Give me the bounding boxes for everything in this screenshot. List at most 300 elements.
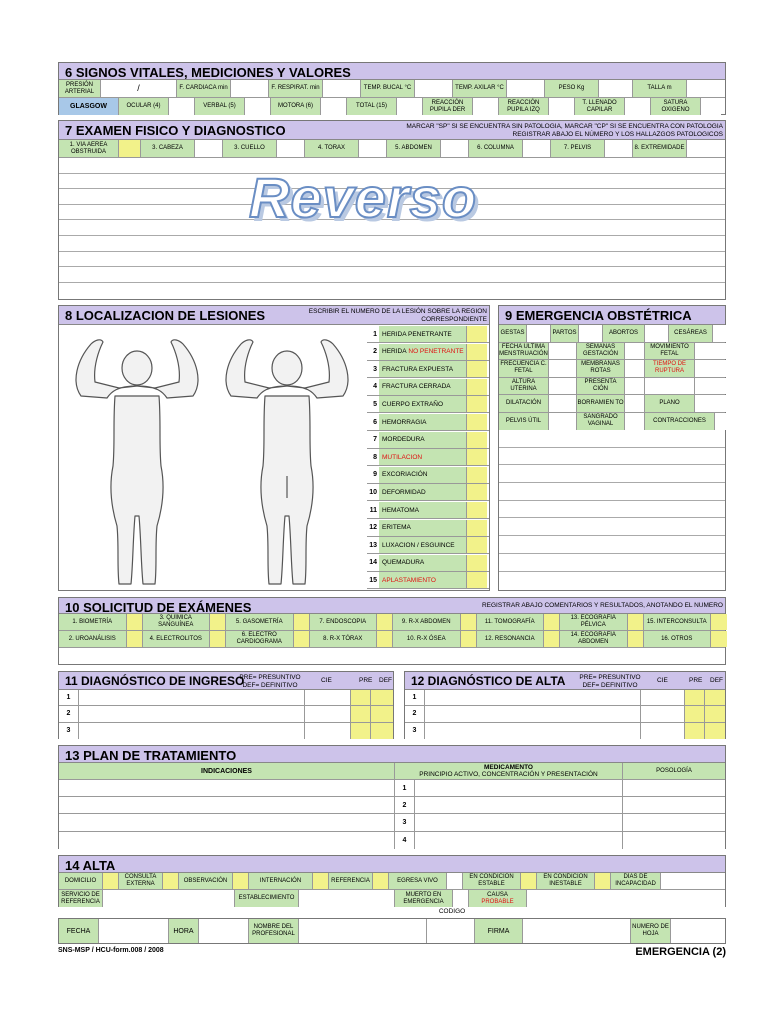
exam-request-label: 10. R-X ÓSEA	[393, 631, 461, 647]
diagnosis-row	[405, 723, 725, 739]
diagnosis-def-checkbox[interactable]	[705, 723, 725, 739]
alta-internacion-box[interactable]	[313, 873, 329, 889]
lesion-checkbox[interactable]	[467, 414, 487, 430]
medicamento-header	[395, 763, 623, 779]
lesion-label: MORDEDURA	[379, 432, 467, 448]
hora-label: HORA	[169, 919, 199, 943]
diagnosis-pre-checkbox[interactable]	[685, 706, 705, 721]
lesion-label: FRACTURA EXPUESTA	[379, 361, 467, 377]
alta-causa-label: CAUSA	[487, 891, 508, 898]
obstetric-row	[499, 325, 725, 343]
nombre-profesional-label: NOMBRE DEL PROFESIONAL	[249, 919, 299, 943]
exam-torax: 4. TORAX	[305, 140, 359, 157]
alta-muerto-emergencia: MUERTO EN EMERGENCIA	[395, 890, 453, 907]
obstetric-label	[645, 378, 695, 395]
diagnosis-text-field[interactable]	[425, 723, 641, 739]
diagnosis-def-checkbox[interactable]	[371, 723, 393, 739]
exam-results-line[interactable]	[59, 648, 725, 664]
lesion-label	[379, 344, 467, 360]
exam-request-checkbox[interactable]	[711, 614, 727, 630]
medicamento-field[interactable]	[415, 797, 623, 813]
section-diagnostico-alta	[404, 671, 726, 739]
lesion-label: EXCORIACIÓN	[379, 467, 467, 483]
lesion-number: 5	[367, 396, 379, 412]
alta-egresa-vivo-box[interactable]	[447, 873, 463, 889]
diagnosis-def-checkbox[interactable]	[705, 706, 725, 721]
lesion-checkbox[interactable]	[467, 520, 487, 536]
exam-request-label: 16. OTROS	[644, 631, 712, 647]
alta-dias-incapacidad-field[interactable]	[661, 873, 693, 889]
lesion-checkbox[interactable]	[467, 484, 487, 500]
alta-establecimiento-field[interactable]	[299, 890, 395, 907]
diagnosis-row	[59, 723, 393, 739]
obstetric-table	[499, 325, 725, 430]
obstetric-field[interactable]	[625, 360, 645, 377]
presion-separator[interactable]: /	[101, 80, 177, 97]
exam-request-checkbox[interactable]	[294, 631, 310, 647]
obstetric-label: PELVIS ÚTIL	[499, 413, 549, 431]
medicamento-field[interactable]	[415, 780, 623, 796]
exam-request-label: 4. ELECTROLITOS	[143, 631, 211, 647]
lesion-item	[367, 344, 489, 361]
posologia-field[interactable]	[623, 814, 725, 830]
alta-servicio-referencia-field[interactable]	[103, 890, 235, 907]
exam-request-checkbox[interactable]	[628, 614, 644, 630]
section-note: REGISTRAR ABAJO COMENTARIOS Y RESULTADOS, ANOTANDO EL NUMERO	[481, 602, 723, 609]
lesion-label: HEMATOMA	[379, 502, 467, 518]
alta-egresa-vivo: EGRESA VIVO	[389, 873, 447, 889]
label-motora: MOTORA (6)	[271, 98, 321, 115]
obstetric-label: CONTRACCIONES	[645, 413, 715, 431]
diagnosis-number: 1	[405, 690, 425, 705]
exam-via-aerea: 1. VIA AEREA OBSTRUIDA	[59, 140, 119, 157]
diagnosis-pre-checkbox[interactable]	[685, 690, 705, 705]
lesion-number: 10	[367, 484, 379, 500]
treatment-number: 3	[395, 814, 415, 830]
medicamento-label: MEDICAMENTO	[484, 764, 533, 771]
obstetric-field[interactable]	[695, 378, 727, 395]
f-respirat-field[interactable]	[323, 80, 361, 97]
label-presion: PRESIÓN ARTERIAL	[59, 80, 101, 97]
section-title: 10 SOLICITUD DE EXÁMENES	[65, 600, 252, 615]
exam-via-aerea-box[interactable]	[119, 140, 141, 157]
alta-inestable: EN CONDICIÓN INESTABLE	[537, 873, 595, 889]
alta-consulta-externa-box[interactable]	[163, 873, 179, 889]
numero-hoja-field[interactable]	[671, 919, 725, 943]
section-signos-vitales	[58, 62, 726, 115]
section-title: 13 PLAN DE TRATAMIENTO	[65, 748, 237, 763]
diagnosis-pre-checkbox[interactable]	[351, 706, 371, 721]
nombre-profesional-field[interactable]	[299, 919, 427, 943]
exam-abdomen-box[interactable]	[441, 140, 469, 157]
exam-cabeza: 3. CABEZA	[141, 140, 195, 157]
diagnosis-row	[405, 690, 725, 706]
exam-request-label: 9. R-X ABDOMEN	[393, 614, 461, 630]
obstetric-label: FRECUENCIA C. FETAL	[499, 360, 549, 377]
lesion-label: ERITEMA	[379, 520, 467, 536]
def-header: DEF	[379, 677, 392, 684]
obstetric-field[interactable]	[549, 395, 577, 412]
obstetric-field[interactable]	[549, 360, 577, 377]
label-f-respirat: F. RESPIRAT. min	[269, 80, 323, 97]
section-title: 14 ALTA	[65, 858, 116, 873]
diagnosis-legend: PRE= PRESUNTIVO DEF= DEFINITIVO	[239, 674, 301, 689]
lesion-label-a: HERIDA	[382, 348, 409, 356]
exam-request-checkbox[interactable]	[461, 614, 477, 630]
fecha-field[interactable]	[99, 919, 169, 943]
section-title: 11 DIAGNÓSTICO DE INGRESO	[65, 674, 245, 688]
exam-request-checkbox[interactable]	[628, 631, 644, 647]
lesion-item	[367, 520, 489, 537]
codigo-label: CODIGO	[438, 908, 466, 915]
label-glasgow: GLASGOW	[59, 98, 119, 115]
lesion-item	[367, 361, 489, 378]
lesion-label: MUTILACION	[379, 449, 467, 465]
obstetric-field[interactable]	[695, 360, 727, 377]
obstetric-label: ABORTOS	[603, 325, 645, 342]
diagnosis-pre-checkbox[interactable]	[351, 723, 371, 739]
obstetric-field[interactable]	[713, 325, 727, 342]
obstetric-field[interactable]	[625, 395, 645, 412]
exam-request-checkbox[interactable]	[127, 631, 143, 647]
hora-field[interactable]	[199, 919, 249, 943]
llenado-capilar-field[interactable]	[625, 98, 651, 115]
obstetric-label: CESÁREAS	[669, 325, 713, 342]
verbal-field[interactable]	[245, 98, 271, 115]
lesion-number: 9	[367, 467, 379, 483]
alta-observacion: OBSERVACIÓN	[179, 873, 233, 889]
lesion-checkbox[interactable]	[467, 396, 487, 412]
section-title: 9 EMERGENCIA OBSTÉTRICA	[505, 308, 692, 323]
exam-request-checkbox[interactable]	[377, 631, 393, 647]
diagnosis-row	[59, 690, 393, 706]
lesion-number: 8	[367, 449, 379, 465]
numero-hoja-label: NUMERO DE HOJA	[631, 919, 671, 943]
exam-cuello: 3. CUELLO	[223, 140, 277, 157]
treatment-number: 1	[395, 780, 415, 796]
treatment-number: 2	[395, 797, 415, 813]
lesion-number: 6	[367, 414, 379, 430]
lesion-number: 4	[367, 379, 379, 395]
section-solicitud-examenes	[58, 597, 726, 665]
obstetric-label: FECHA ÚLTIMA MENSTRUACIÓN	[499, 343, 549, 360]
exam-pelvis-box[interactable]	[605, 140, 633, 157]
obstetric-field[interactable]	[625, 378, 645, 395]
exam-request-checkbox[interactable]	[544, 631, 560, 647]
f-cardiaca-field[interactable]	[231, 80, 269, 97]
diagnosis-pre-checkbox[interactable]	[685, 723, 705, 739]
obstetric-row	[499, 413, 725, 431]
section-plan-tratamiento	[58, 745, 726, 849]
diagnosis-legend: PRE= PRESUNTIVO DEF= DEFINITIVO	[579, 674, 641, 689]
label-f-cardiaca: F. CARDIACA min	[177, 80, 231, 97]
talla-field[interactable]	[687, 80, 717, 97]
obstetric-field[interactable]	[625, 343, 645, 360]
label-temp-bucal: TEMP. BUCAL °C	[361, 80, 415, 97]
fecha-label: FECHA	[59, 919, 99, 943]
motora-field[interactable]	[321, 98, 347, 115]
pre-header: PRE	[689, 677, 703, 684]
peso-field[interactable]	[599, 80, 633, 97]
lesion-checkbox[interactable]	[467, 379, 487, 395]
treatment-row	[59, 814, 725, 831]
cie-header: CIE	[657, 677, 668, 684]
exam-request-label: 14. ECOGRAFÍA ABDOMEN	[560, 631, 628, 647]
lesion-number: 3	[367, 361, 379, 377]
treatment-number: 4	[395, 832, 415, 849]
obstetric-field[interactable]	[579, 325, 603, 342]
lesion-checkbox[interactable]	[467, 502, 487, 518]
label-peso: PESO Kg	[545, 80, 599, 97]
diagnosis-number: 1	[59, 690, 79, 705]
diagnosis-cie-field[interactable]	[305, 723, 351, 739]
obstetric-label: TIEMPO DE RUPTURA	[645, 360, 695, 377]
lesion-number: 7	[367, 432, 379, 448]
alta-referencia-box[interactable]	[373, 873, 389, 889]
exam-columna-box[interactable]	[523, 140, 551, 157]
lesion-number: 15	[367, 572, 379, 588]
obstetric-field[interactable]	[625, 413, 645, 431]
alta-dias-incapacidad: DÍAS DE INCAPACIDAD	[611, 873, 661, 889]
section-diagnostico-ingreso	[58, 671, 394, 739]
exam-request-checkbox[interactable]	[377, 614, 393, 630]
lesion-label: HEMORRAGIA	[379, 414, 467, 430]
exam-extremidad: 8. EXTREMIDADE	[633, 140, 687, 157]
lesion-checkbox[interactable]	[467, 555, 487, 571]
body-back-icon	[226, 340, 348, 584]
indicaciones-field[interactable]	[59, 780, 395, 796]
firma-field[interactable]	[523, 919, 631, 943]
lesion-label: CUERPO EXTRAÑO	[379, 396, 467, 412]
lesion-item	[367, 414, 489, 431]
alta-establecimiento: ESTABLECIMIENTO	[235, 890, 299, 907]
obstetric-row	[499, 395, 725, 413]
exam-request-checkbox[interactable]	[210, 614, 226, 630]
exam-pelvis: 7. PELVIS	[551, 140, 605, 157]
exam-request-checkbox[interactable]	[127, 614, 143, 630]
obstetric-label: PRESENTA CIÓN	[577, 378, 625, 395]
diagnosis-text-field[interactable]	[79, 706, 305, 721]
lesion-number: 13	[367, 537, 379, 553]
lesion-number: 14	[367, 555, 379, 571]
pre-header: PRE	[359, 677, 373, 684]
lesion-item	[367, 326, 489, 343]
obstetric-field[interactable]	[549, 343, 577, 360]
diagnosis-text-field[interactable]	[79, 723, 305, 739]
lesion-checkbox[interactable]	[467, 467, 487, 483]
temp-axilar-field[interactable]	[507, 80, 545, 97]
section-emergencia-obstetrica	[498, 305, 726, 591]
lesion-item	[367, 396, 489, 413]
treatment-row	[59, 832, 725, 849]
codigo-field[interactable]	[427, 919, 475, 943]
lesion-item	[367, 502, 489, 519]
alta-estable-box[interactable]	[521, 873, 537, 889]
alta-inestable-box[interactable]	[595, 873, 611, 889]
obstetric-label: MEMBRANAS ROTAS	[577, 360, 625, 377]
diagnosis-def-checkbox[interactable]	[705, 690, 725, 705]
saturacion-field[interactable]	[701, 98, 721, 115]
body-diagram[interactable]	[61, 326, 361, 591]
posologia-field[interactable]	[623, 780, 725, 796]
medicamento-field[interactable]	[415, 814, 623, 830]
exam-request-checkbox[interactable]	[294, 614, 310, 630]
def-header: DEF	[710, 677, 723, 684]
label-total: TOTAL (15)	[347, 98, 397, 115]
obstetric-label: MOVIMIENTO FETAL	[645, 343, 695, 360]
alta-internacion: INTERNACIÓN	[249, 873, 313, 889]
lesion-item	[367, 432, 489, 449]
lesion-label: HERIDA PENETRANTE	[379, 326, 467, 342]
indicaciones-field[interactable]	[59, 814, 395, 830]
ocular-field[interactable]	[169, 98, 195, 115]
alta-domicilio-box[interactable]	[103, 873, 119, 889]
obstetric-notes-lines[interactable]	[499, 430, 725, 590]
lesion-checkbox[interactable]	[467, 326, 487, 342]
posologia-header: POSOLOGÍA	[623, 763, 725, 779]
diagnosis-text-field[interactable]	[425, 690, 641, 705]
lesion-item	[367, 379, 489, 396]
section-note: MARCAR "SP" SI SE ENCUENTRA SIN PATOLOGIA, MARCAR "CP" SI SE ENCUENTRA CON PATOLOGIA REGISTRAR ABAJO EL NÚMERO Y LOS HALLAZGOS PATOLOGICOS	[406, 123, 723, 138]
exam-columna: 6. COLUMNA	[469, 140, 523, 157]
lesion-checkbox[interactable]	[467, 361, 487, 377]
exam-request-label: 15. INTERCONSULTA	[644, 614, 712, 630]
obstetric-label: GESTAS	[499, 325, 527, 342]
lesion-number: 1	[367, 326, 379, 342]
posologia-field[interactable]	[623, 832, 725, 849]
label-temp-axilar: TEMP. AXILAR °C	[453, 80, 507, 97]
section-examen-fisico	[58, 120, 726, 300]
diagnosis-number: 3	[405, 723, 425, 739]
exam-extremidad-box[interactable]	[687, 140, 707, 157]
label-verbal: VERBAL (5)	[195, 98, 245, 115]
obstetric-label: PARTOS	[551, 325, 579, 342]
label-pupila-izq: REACCIÓN PUPILA IZQ	[499, 98, 549, 115]
indicaciones-field[interactable]	[59, 797, 395, 813]
exam-request-label: 5. GASOMETRÍA	[226, 614, 294, 630]
exam-request-label: 11. TOMOGRAFÍA	[477, 614, 545, 630]
exam-request-label: 2. UROANÁLISIS	[59, 631, 127, 647]
alta-servicio-referencia: SERVICIO DE REFERENCIA	[59, 890, 103, 907]
exam-request-checkbox[interactable]	[544, 614, 560, 630]
alta-causa-field[interactable]	[527, 890, 725, 907]
lesion-checkbox[interactable]	[467, 432, 487, 448]
diagnosis-text-field[interactable]	[79, 690, 305, 705]
pupila-izq-field[interactable]	[549, 98, 575, 115]
exam-request-checkbox[interactable]	[461, 631, 477, 647]
diagnosis-number: 3	[59, 723, 79, 739]
diagnosis-row	[59, 706, 393, 722]
lesion-label: QUEMADURA	[379, 555, 467, 571]
lesion-checkbox[interactable]	[467, 537, 487, 553]
alta-observacion-box[interactable]	[233, 873, 249, 889]
exam-request-checkbox[interactable]	[210, 631, 226, 647]
diagnosis-cie-field[interactable]	[641, 706, 685, 721]
exam-cabeza-box[interactable]	[195, 140, 223, 157]
lesion-label: DEFORMIDAD	[379, 484, 467, 500]
obstetric-field[interactable]	[549, 413, 577, 431]
temp-bucal-field[interactable]	[415, 80, 453, 97]
label-pupila-der: REACCIÓN PUPILA DER	[423, 98, 473, 115]
diagnosis-pre-checkbox[interactable]	[351, 690, 371, 705]
obstetric-label: BORRAMIEN TO	[577, 395, 625, 412]
lesion-label: APLASTAMIENTO	[379, 572, 467, 588]
exam-request-label: 7. ENDOSCOPIA	[310, 614, 378, 630]
section-title: 8 LOCALIZACION DE LESIONES	[65, 308, 266, 323]
obstetric-field[interactable]	[645, 325, 669, 342]
lesion-number: 2	[367, 344, 379, 360]
lesion-item	[367, 537, 489, 554]
alta-referencia: REFERENCIA	[329, 873, 373, 889]
lesion-number: 12	[367, 520, 379, 536]
diagnosis-number: 2	[405, 706, 425, 721]
diagnosis-text-field[interactable]	[425, 706, 641, 721]
exam-cuello-box[interactable]	[277, 140, 305, 157]
label-llenado-capilar: T. LLENADO CAPILAR	[575, 98, 625, 115]
label-ocular: OCULAR (4)	[119, 98, 169, 115]
form-name: EMERGENCIA (2)	[635, 946, 726, 958]
exam-request-checkbox[interactable]	[711, 631, 727, 647]
pupila-der-field[interactable]	[473, 98, 499, 115]
indicaciones-field[interactable]	[59, 832, 395, 849]
total-field[interactable]	[397, 98, 423, 115]
diagnosis-cie-field[interactable]	[305, 690, 351, 705]
obstetric-field[interactable]	[715, 413, 727, 431]
obstetric-field[interactable]	[527, 325, 551, 342]
exam-request-label: 1. BIOMETRÍA	[59, 614, 127, 630]
exam-request-label: 8. R-X TÓRAX	[310, 631, 378, 647]
diagnosis-cie-field[interactable]	[641, 723, 685, 739]
alta-muerto-emergencia-box[interactable]	[453, 890, 469, 907]
obstetric-field[interactable]	[549, 378, 577, 395]
diagnosis-def-checkbox[interactable]	[371, 690, 393, 705]
section-title: 12 DIAGNÓSTICO DE ALTA	[411, 674, 566, 688]
exam-abdomen: 5. ABDOMEN	[387, 140, 441, 157]
diagnosis-cie-field[interactable]	[305, 706, 351, 721]
obstetric-field[interactable]	[695, 343, 727, 360]
lesion-label-b: NO PENETRANTE	[408, 348, 464, 356]
lesion-checkbox[interactable]	[467, 344, 487, 360]
obstetric-row	[499, 343, 725, 361]
obstetric-label: SANGRADO VAGINAL	[577, 413, 625, 431]
diagnosis-def-checkbox[interactable]	[371, 706, 393, 721]
lesion-checkbox[interactable]	[467, 449, 487, 465]
diagnosis-cie-field[interactable]	[641, 690, 685, 705]
exam-request-row	[59, 614, 725, 631]
firma-label: FIRMA	[475, 919, 523, 943]
obstetric-field[interactable]	[695, 395, 727, 412]
posologia-field[interactable]	[623, 797, 725, 813]
obstetric-label: ALTURA UTERINA	[499, 378, 549, 395]
medicamento-field[interactable]	[415, 832, 623, 849]
lesion-item	[367, 484, 489, 501]
exam-request-label: 13. ECOGRAFÍA PÉLVICA	[560, 614, 628, 630]
alta-domicilio: DOMICILIO	[59, 873, 103, 889]
obstetric-label: SEMANAS GESTACIÓN	[577, 343, 625, 360]
section-title: 6 SIGNOS VITALES, MEDICIONES Y VALORES	[65, 65, 351, 80]
section-note: ESCRIBIR EL NUMERO DE LA LESIÓN SOBRE LA REGION CORRESPONDIENTE	[308, 308, 487, 323]
cie-header: CIE	[321, 677, 332, 684]
section-alta	[58, 855, 726, 907]
form-code: SNS-MSP / HCU-form.008 / 2008	[58, 947, 164, 954]
obstetric-row	[499, 378, 725, 396]
indicaciones-header: INDICACIONES	[59, 763, 395, 779]
reverso-watermark: Reverso	[249, 166, 478, 229]
exam-torax-box[interactable]	[359, 140, 387, 157]
lesion-item	[367, 449, 489, 466]
alta-causa	[469, 890, 527, 907]
lesion-checkbox[interactable]	[467, 572, 487, 588]
